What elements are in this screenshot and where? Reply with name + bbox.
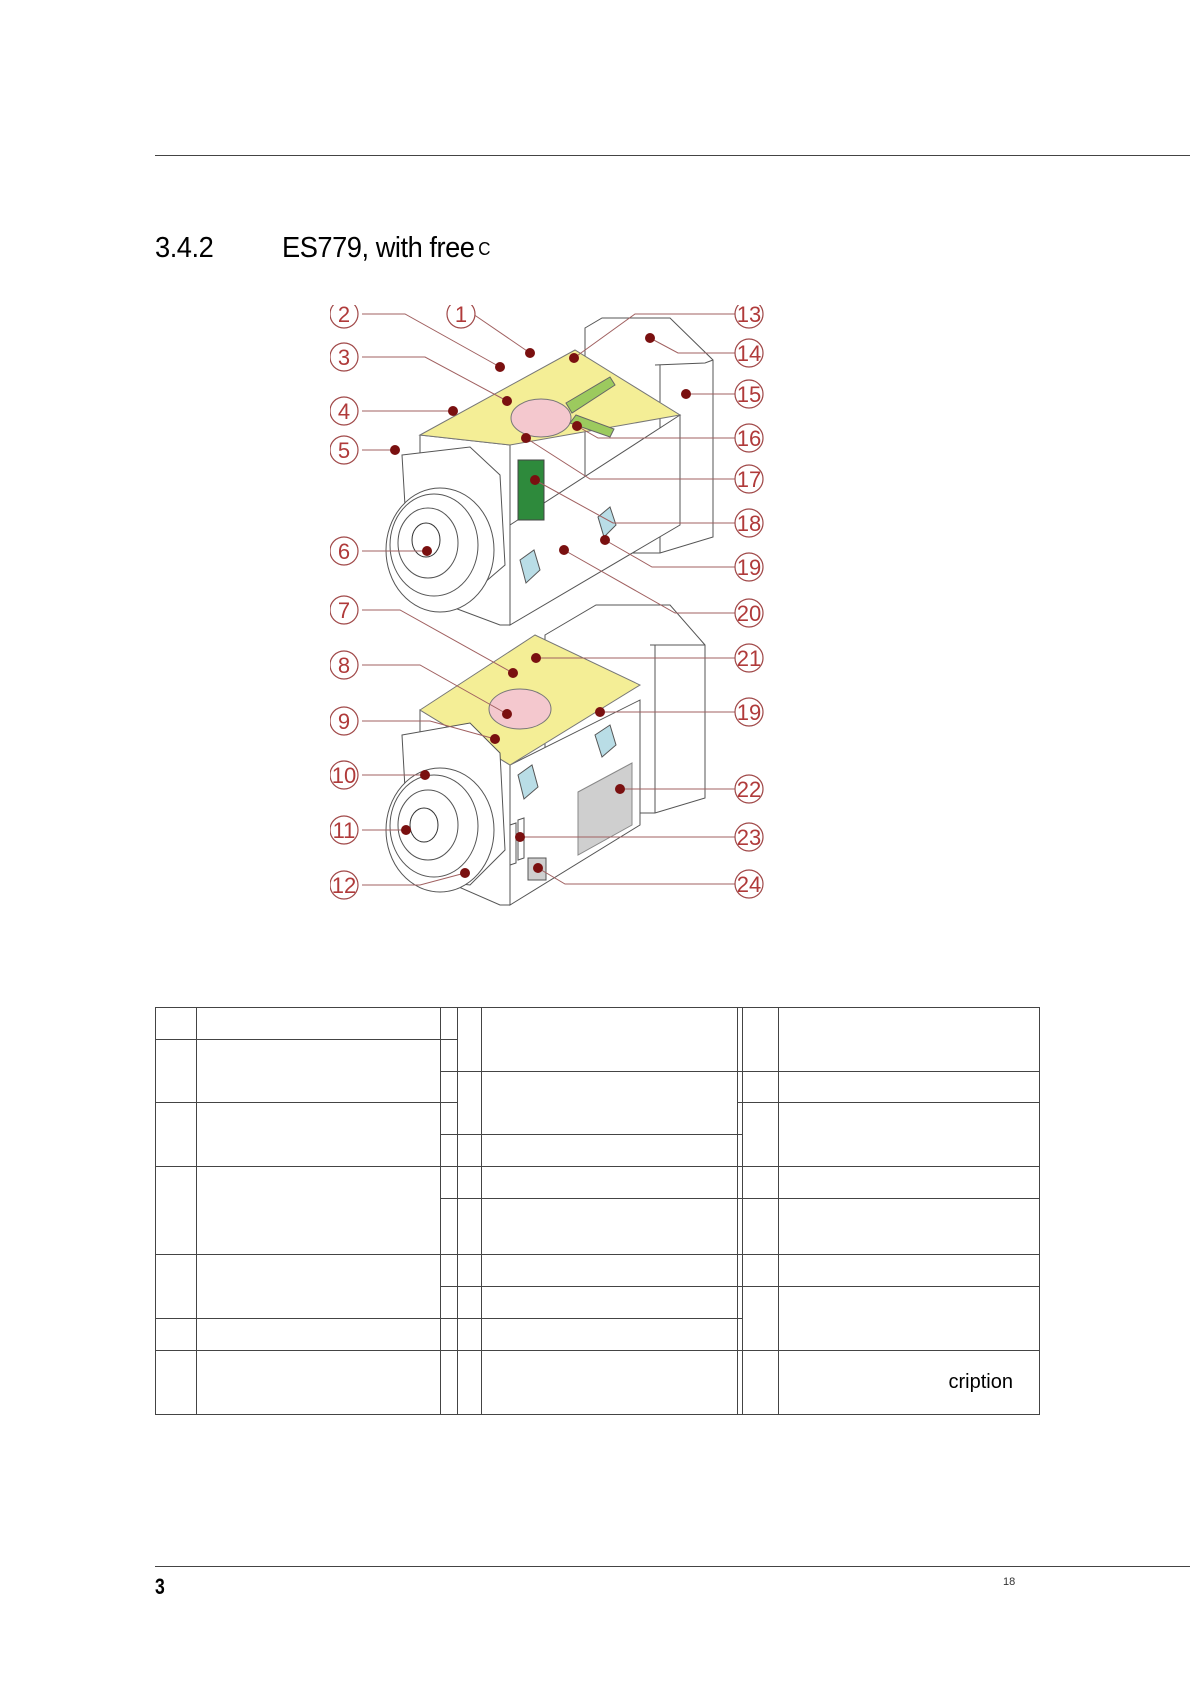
marker-23	[515, 832, 525, 842]
upper-unit-drawing	[386, 318, 713, 625]
section-title	[282, 232, 490, 265]
table-cell-description: cription	[779, 1351, 1040, 1415]
table-cell	[779, 1287, 1040, 1351]
table-cell	[482, 1351, 743, 1415]
table-cell	[738, 1103, 779, 1167]
marker-18	[530, 475, 540, 485]
parts-diagram	[330, 305, 830, 965]
marker-17	[521, 433, 531, 443]
table-cell	[779, 1199, 1040, 1255]
marker-2	[495, 362, 505, 372]
marker-9	[490, 734, 500, 744]
marker-19a	[600, 535, 610, 545]
table-cell	[197, 1167, 458, 1255]
table-cell	[779, 1008, 1040, 1072]
marker-11	[401, 825, 411, 835]
marker-3	[502, 396, 512, 406]
callout-number: 12	[331, 873, 357, 898]
table-cell	[738, 1255, 779, 1287]
leader-1	[473, 314, 530, 353]
callout-number: 15	[736, 382, 762, 407]
section-title-text: ES779, with free	[282, 232, 475, 264]
table-cell	[197, 1008, 458, 1040]
table-cell	[197, 1351, 458, 1415]
table-cell	[738, 1008, 779, 1072]
section-number: 3.4.2	[155, 232, 214, 264]
table-cell	[441, 1351, 482, 1415]
marker-1	[525, 348, 535, 358]
marker-7	[508, 668, 518, 678]
marker-5	[390, 445, 400, 455]
callout-number: 13	[736, 305, 762, 327]
marker-6	[422, 546, 432, 556]
table-cell	[441, 1287, 482, 1319]
table-cell	[441, 1072, 482, 1135]
table-cell	[441, 1199, 482, 1255]
callout-number: 20	[736, 601, 762, 626]
upper-connector	[518, 460, 544, 520]
callout-number: 18	[736, 511, 762, 536]
parts-table-right	[737, 1007, 1040, 1415]
callout-number: 1	[454, 305, 468, 327]
callout-number: 19	[736, 555, 762, 580]
lower-unit-drawing	[386, 605, 705, 905]
callout-number: 8	[337, 653, 351, 678]
table-cell	[156, 1167, 197, 1255]
section-title-truncated: C	[478, 239, 491, 259]
callout-number: 17	[736, 467, 762, 492]
callout-number: 4	[337, 399, 351, 424]
table-cell	[156, 1319, 197, 1351]
marker-14	[645, 333, 655, 343]
table-cell	[441, 1008, 482, 1072]
table-cell	[441, 1135, 482, 1167]
table-cell	[738, 1072, 779, 1103]
footer-chapter-number: 3	[155, 1574, 165, 1599]
callout-number: 9	[337, 709, 351, 734]
marker-15	[681, 389, 691, 399]
table-cell	[482, 1167, 743, 1199]
callout-number: 11	[332, 818, 356, 843]
marker-19b	[595, 707, 605, 717]
callout-number: 16	[736, 426, 762, 451]
table-cell	[441, 1167, 482, 1199]
marker-20	[559, 545, 569, 555]
parts-table-left	[155, 1007, 458, 1415]
footer-rule	[155, 1566, 1190, 1567]
table-cell	[482, 1135, 743, 1167]
callout-number: 3	[337, 345, 351, 370]
upper-bore	[511, 399, 571, 437]
table-cell	[779, 1167, 1040, 1199]
callout-number: 23	[736, 825, 762, 850]
table-cell	[738, 1351, 779, 1415]
callout-number: 19	[736, 700, 762, 725]
callout-number: 10	[331, 763, 357, 788]
table-cell	[197, 1319, 458, 1351]
table-cell	[156, 1040, 197, 1103]
table-cell	[779, 1103, 1040, 1167]
table-cell	[482, 1008, 743, 1072]
marker-24	[533, 863, 543, 873]
table-cell	[738, 1167, 779, 1199]
marker-4	[448, 406, 458, 416]
marker-8	[502, 709, 512, 719]
table-cell	[156, 1103, 197, 1167]
lower-spindle-nose	[410, 808, 438, 842]
leader-3	[362, 357, 507, 401]
marker-12	[460, 868, 470, 878]
table-cell	[482, 1199, 743, 1255]
table-cell	[738, 1287, 779, 1351]
table-cell	[156, 1008, 197, 1040]
callout-number: 5	[337, 438, 351, 463]
leader-24	[538, 868, 735, 884]
table-cell	[482, 1072, 743, 1135]
callout-number: 21	[736, 646, 762, 671]
table-cell	[197, 1255, 458, 1319]
table-cell	[779, 1255, 1040, 1287]
callout-number: 22	[736, 777, 762, 802]
table-cell	[197, 1103, 458, 1167]
parts-table-middle	[440, 1007, 743, 1415]
marker-13	[569, 353, 579, 363]
marker-16	[572, 421, 582, 431]
table-cell	[482, 1319, 743, 1351]
callout-number: 6	[337, 539, 351, 564]
callout-number: 24	[736, 872, 762, 897]
callout-number: 14	[736, 341, 762, 366]
table-cell	[156, 1351, 197, 1415]
callout-number: 7	[337, 598, 351, 623]
marker-10	[420, 770, 430, 780]
footer-page-number: 18	[1003, 1576, 1016, 1588]
table-cell	[738, 1199, 779, 1255]
callout-number: 2	[337, 305, 351, 327]
table-cell	[482, 1255, 743, 1287]
table-cell	[156, 1255, 197, 1319]
marker-21	[531, 653, 541, 663]
table-cell	[779, 1072, 1040, 1103]
table-cell	[441, 1319, 482, 1351]
table-cell	[441, 1255, 482, 1287]
marker-22	[615, 784, 625, 794]
table-cell	[197, 1040, 458, 1103]
header-rule	[155, 155, 1190, 156]
table-cell	[482, 1287, 743, 1319]
leader-2	[362, 314, 500, 367]
